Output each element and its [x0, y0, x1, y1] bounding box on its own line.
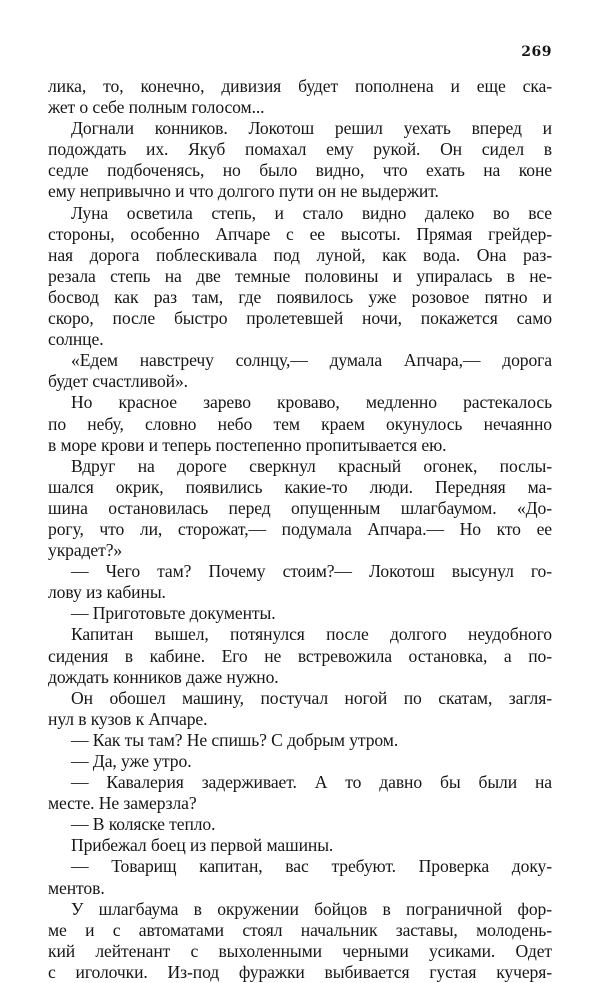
text-line: — Кавалерия задерживает. А то давно бы были на [71, 772, 552, 793]
text-line: босвод как раз там, где появилось уже розовое пятно и [48, 286, 552, 307]
text-line: У шлагбаума в окружении бойцов в пограничной фор- [71, 898, 552, 919]
text-line: — Да, уже утро. [71, 751, 192, 771]
text-line: — Товарищ капитан, вас требуют. Проверка доку- [71, 856, 552, 877]
text-line: резала степь на две темные половины и упиралась в не- [48, 265, 552, 286]
text-line: — Приготовьте документы. [71, 603, 276, 624]
text-line: скоро, после быстро пролетевшей ночи, покажется само [48, 308, 552, 329]
text-line: ментов. [48, 877, 105, 898]
text-line: месте. Не замерзла? [48, 793, 197, 814]
text-line: солнце. [48, 329, 104, 350]
text-line: Вдруг на дороге сверкнул красный огонек, послы- [71, 455, 552, 476]
text-line: рогу, что ли, сторожат,— подумала Апчара.— Но кто ее [48, 518, 552, 539]
text-line: — Как ты там? Не спишь? С добрым утром. [71, 729, 399, 750]
text-line: ме и с автоматами стоял начальник заставы, молодень- [48, 919, 552, 940]
text-line: «Едем навстречу солнцу,— думала Апчара,— дорога [71, 350, 552, 371]
text-line: сидения в кабине. Его не встревожила остановка, а по- [48, 645, 552, 666]
text-line: седле подбоченясь, но было видно, что ехать на коне [48, 160, 552, 181]
text-line: подождать их. Якуб помахал ему рукой. Он сидел в [48, 139, 552, 160]
text-line: дождать конников даже нужно. [48, 666, 279, 687]
text-line: шался окрик, появились какие-то люди. Передняя ма- [48, 476, 552, 497]
text-line: будет счастливой». [48, 371, 188, 392]
text-line: Но красное зарево кроваво, медленно растекалось [71, 392, 552, 413]
text-line: Он обошел машину, постучал ногой по скатам, загля- [71, 687, 552, 708]
text-line: — В коляске тепло. [71, 814, 216, 835]
text-line: по небу, словно небо тем краем окунулось нечаянно [48, 413, 552, 434]
text-line: лика, то, конечно, дивизия будет пополнена и еще ска- [48, 76, 552, 96]
page-number: 269 [521, 44, 552, 60]
text-line: — Чего там? Почему стоим?— Локотош высунул го- [71, 561, 552, 582]
text-line: жет о себе полным голосом... [48, 97, 265, 118]
text-line: нул в кузов к Апчаре. [48, 708, 208, 729]
text-line: Луна осветила степь, и стало видно далеко во все [71, 202, 552, 223]
text-line: Прибежал боец из первой машины. [71, 835, 334, 856]
text-line: лову из кабины. [48, 582, 166, 603]
text-line: кий лейтенант с выхоленными черными усиками. Одет [48, 940, 552, 961]
text-line: стороны, особенно Апчаре с ее высоты. Прямая грейдер- [48, 223, 552, 244]
text-line: ему непривычно и что долгого пути он не выдержит. [48, 181, 439, 202]
page-text [48, 76, 552, 983]
text-line: ная дорога поблескивала под луной, как вода. Она раз- [48, 244, 552, 265]
text-line: шина остановилась перед опущенным шлагбаумом. «До- [48, 497, 552, 518]
text-line: Догнали конников. Локотош решил уехать вперед и [71, 118, 552, 139]
text-line: в море крови и теперь постепенно пропитывается ею. [48, 434, 447, 455]
text-line: с иголочки. Из-под фуражки выбивается густая кучеря- [48, 961, 552, 982]
text-line: украдет?» [48, 540, 123, 561]
text-line: Капитан вышел, потянулся после долгого неудобного [71, 624, 552, 645]
